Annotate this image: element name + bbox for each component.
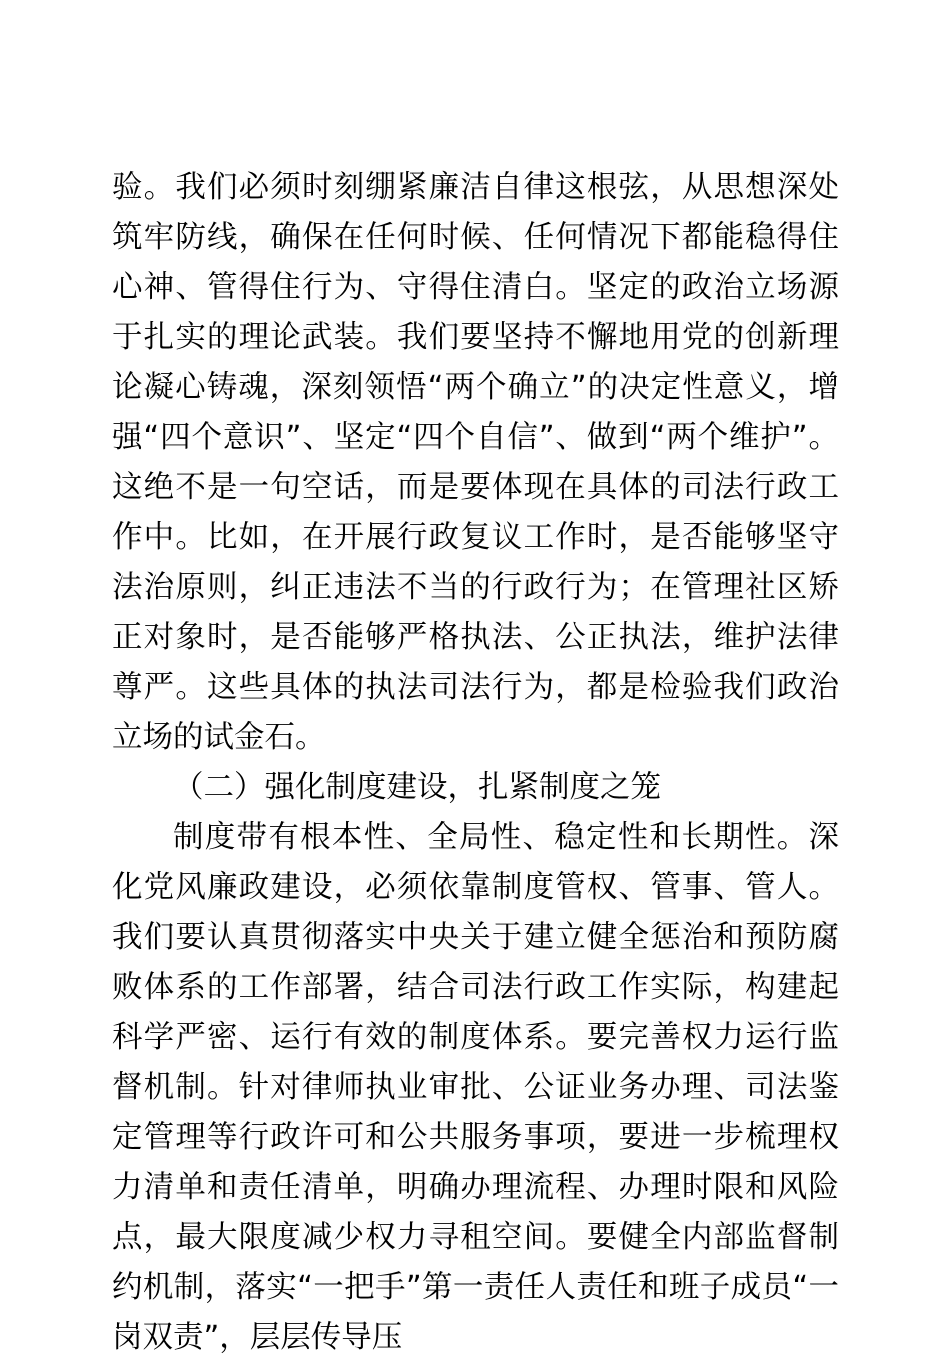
section-heading-two: （二）强化制度建设，扎紧制度之笼 bbox=[173, 770, 661, 805]
paragraph-system-building: 制度带有根本性、全局性、稳定性和长期性。深化党风廉政建设，必须依靠制度管权、管事、管人。我们要认真贯彻落实中央关于建立健全惩治和预防腐败体系的工作部署，结合司法行政工作实际，构建起科学严密、运行有效的制度体系。要完善权力运行监督机制。针对律师执业审批、公证业务办理、司法鉴定管理等行政许可和公共服务事项，要进一步梳理权力清单和责任清单，明确办理流程、办理时限和风险点，最大限度减少权力寻租空间。要健全内部监督制约机制，落实“一把手”第一责任人责任和班子成员“一岗双责”，层层传导压 bbox=[112, 820, 839, 1355]
document-text-column bbox=[112, 163, 839, 1363]
paragraph-continuation: 验。我们必须时刻绷紧廉洁自律这根弦，从思想深处筑牢防线，确保在任何时候、任何情况下都能稳得住心神、管得住行为、守得住清白。坚定的政治立场源于扎实的理论武装。我们要坚持不懈地用党的创新理论凝心铸魂，深刻领悟“两个确立”的决定性意义，增强“四个意识”、坚定“四个自信”、做到“两个维护”。这绝不是一句空话，而是要体现在具体的司法行政工作中。比如，在开展行政复议工作时，是否能够坚守法治原则，纠正违法不当的行政行为；在管理社区矫正对象时，是否能够严格执法、公正执法，维护法律尊严。这些具体的执法司法行为，都是检验我们政治立场的试金石。 bbox=[112, 170, 839, 755]
